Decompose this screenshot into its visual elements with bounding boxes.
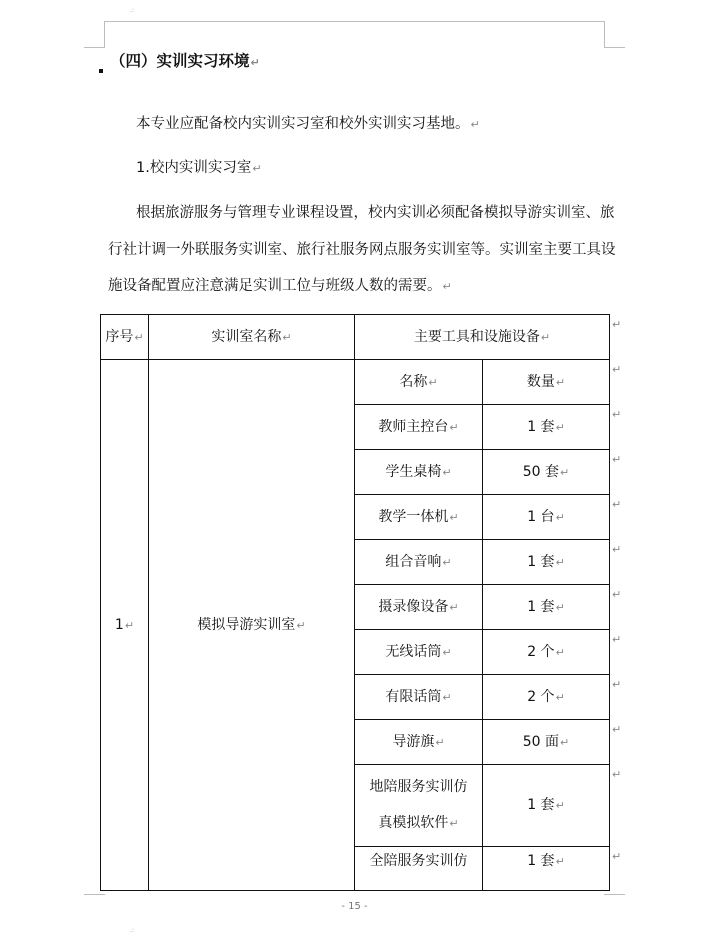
row-end-mark: ↵ [612, 723, 622, 736]
item-name: 教师主控台↵ [355, 405, 483, 450]
item-name: 全陪服务实训仿 [355, 847, 483, 891]
equipment-table [100, 314, 610, 891]
row-end-mark: ↵ [612, 498, 622, 511]
item-quantity: 1 套↵ [483, 540, 610, 585]
crop-mark-left-h [84, 47, 105, 48]
item-quantity: 1 套↵ [483, 765, 610, 847]
row-end-mark: ↵ [612, 363, 622, 376]
subheading: 1.校内实训实习室↵ [136, 160, 262, 176]
page-number: - 15 - [341, 901, 368, 912]
crop-mark-right-h [604, 47, 625, 48]
row-end-mark: ↵ [612, 543, 622, 556]
item-quantity: 1 台↵ [483, 495, 610, 540]
footer-rule-left [84, 894, 105, 895]
header-equipment: 主要工具和设施设备↵ [355, 315, 610, 360]
item-name: 学生桌椅↵ [355, 450, 483, 495]
item-name: 教学一体机↵ [355, 495, 483, 540]
row-end-mark: ↵ [612, 678, 622, 691]
item-quantity: 50 套↵ [483, 450, 610, 495]
subheader-name: 名称↵ [355, 360, 483, 405]
item-quantity: 1 套↵ [483, 585, 610, 630]
header-room: 实训室名称↵ [149, 315, 355, 360]
table-header-row [101, 315, 610, 360]
body-line-3: 施设备配置应注意满足实训工位与班级人数的需要。↵ [108, 278, 452, 294]
crop-mark-left [104, 21, 105, 48]
item-name: 有限话筒↵ [355, 675, 483, 720]
item-name: 摄录像设备↵ [355, 585, 483, 630]
item-quantity: 1 套↵ [483, 405, 610, 450]
subheader-quantity: 数量↵ [483, 360, 610, 405]
header-rule [104, 21, 604, 22]
row-end-mark: ↵ [612, 408, 622, 421]
row-end-mark: ↵ [612, 588, 622, 601]
item-quantity: 1 套↵ [483, 847, 610, 891]
body-line-2: 行社计调一外联服务实训室、旅行社服务网点服务实训室等。实训室主要工具设 [108, 242, 616, 258]
heading-bullet [99, 69, 103, 73]
item-quantity: 2 个↵ [483, 630, 610, 675]
bottom-marker: .: [130, 927, 134, 934]
item-name: 无线话筒↵ [355, 630, 483, 675]
table-subheader-row [101, 360, 610, 405]
item-name-line-2: 真模拟软件↵ [378, 815, 459, 831]
footer-rule-right [604, 894, 625, 895]
seq-cell: 1↵ [101, 360, 149, 891]
header-seq: 序号↵ [101, 315, 149, 360]
row-end-mark: ↵ [612, 453, 622, 466]
item-quantity: 2 个↵ [483, 675, 610, 720]
row-end-mark: ↵ [612, 318, 622, 331]
item-quantity: 50 面↵ [483, 720, 610, 765]
item-name: 组合音响↵ [355, 540, 483, 585]
item-name [355, 765, 483, 847]
row-end-mark: ↵ [612, 633, 622, 646]
room-name-cell: 模拟导游实训室↵ [149, 360, 355, 891]
body-line-1: 根据旅游服务与管理专业课程设置，校内实训必须配备模拟导游实训室、旅 [136, 205, 615, 221]
item-name-line-1: 地陪服务实训仿 [369, 779, 468, 795]
crop-mark-right [604, 21, 605, 48]
item-name: 导游旗↵ [355, 720, 483, 765]
section-heading: （四）实训实习环境↵ [110, 52, 260, 70]
row-end-mark: ↵ [612, 850, 622, 863]
top-marker: .: [130, 7, 134, 14]
intro-paragraph: 本专业应配备校内实训实习室和校外实训实习基地。↵ [136, 116, 480, 132]
row-end-mark: ↵ [612, 768, 622, 781]
